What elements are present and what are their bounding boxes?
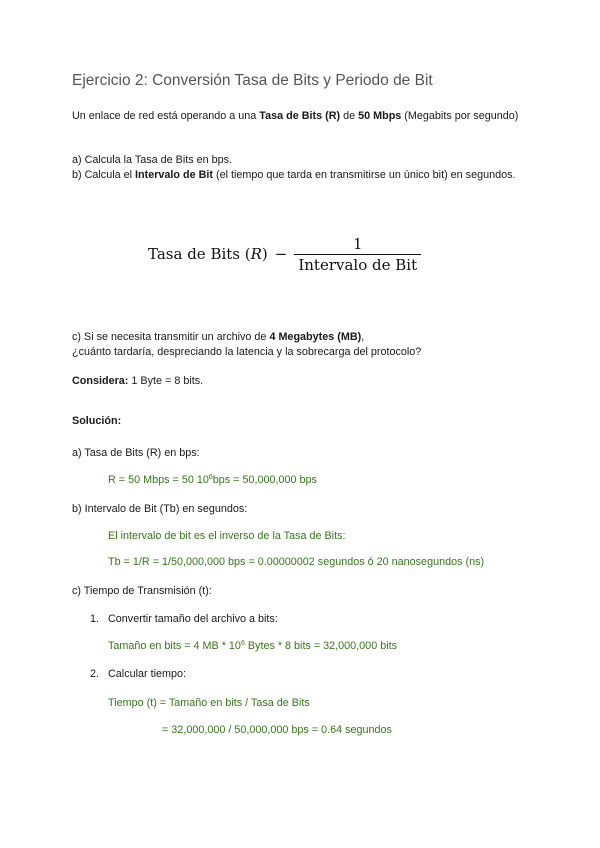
considera-note <box>72 374 532 389</box>
step-1-pre: Tamaño en bits = 4 MB * 10 <box>108 640 241 652</box>
formula-fraction <box>294 236 421 273</box>
question-c-line-2: ¿cuánto tardaría, despreciando la latencia y la sobrecarga del protocolo? <box>72 346 422 358</box>
solution-b-line-2: Tb = 1/R = 1/50,000,000 bps = 0.00000002 segundos ó 20 nanosegundos (ns) <box>108 556 485 568</box>
formula-operator: − <box>274 245 288 263</box>
considera-label: Considera: <box>72 375 129 387</box>
formula-lhs-close: ) <box>261 245 268 263</box>
formula-numerator: 1 <box>352 234 363 253</box>
question-c-bold: 4 Megabytes (MB) <box>269 331 362 343</box>
question-c-text-2: , <box>361 331 365 343</box>
question-a: a) Calcula la Tasa de Bits en bps. <box>72 154 233 166</box>
solution-a-heading: a) Tasa de Bits (R) en bps: <box>72 447 200 459</box>
solution-heading <box>72 414 532 429</box>
step-1-label: Convertir tamaño del archivo a bits: <box>108 613 278 625</box>
question-b <box>72 168 532 183</box>
solution-b-heading: b) Intervalo de Bit (Tb) en segundos: <box>72 503 248 515</box>
question-c <box>72 330 532 360</box>
intro-paragraph <box>72 109 532 124</box>
bit-rate-formula <box>148 232 448 276</box>
solution-a-pre: R = 50 Mbps = 50 10 <box>108 474 209 486</box>
intro-text-3: (Megabits por segundo) <box>401 110 519 122</box>
step-2-line-1: Tiempo (t) = Tamaño en bits / Tasa de Bits <box>108 697 310 709</box>
question-b-text-2: (el tiempo que tarda en transmitirse un único bit) en segundos. <box>213 169 516 181</box>
step-1-post: Bytes * 8 bits = 32,000,000 bits <box>244 640 397 652</box>
step-1-exponent: 6 <box>240 640 245 647</box>
solution-b-line-1: El intervalo de bit es el inverso de la Tasa de Bits: <box>108 530 346 542</box>
solution-a-exponent: 6 <box>208 474 213 481</box>
formula-variable: R <box>250 245 262 263</box>
question-b-text-1: b) Calcula el <box>72 169 136 181</box>
question-c-text-1: c) Si se necesita transmitir un archivo de <box>72 331 270 343</box>
formula-lhs <box>148 245 268 263</box>
intro-bold-rate: Tasa de Bits (R) <box>259 110 341 122</box>
formula-denominator: Intervalo de Bit <box>298 255 418 274</box>
step-2-line-2: = 32,000,000 / 50,000,000 bps = 0.64 segundos <box>162 724 392 736</box>
solution-a-post: bps = 50,000,000 bps <box>212 474 317 486</box>
formula-lhs-text: Tasa de Bits ( <box>148 245 251 263</box>
question-b-bold: Intervalo de Bit <box>135 169 214 181</box>
solution-heading-text: Solución: <box>72 415 122 427</box>
step-2-number: 2. <box>90 668 100 680</box>
solution-a-line <box>108 473 317 487</box>
intro-text-2: de <box>340 110 359 122</box>
intro-text-1: Un enlace de red está operando a una <box>72 110 260 122</box>
considera-text: 1 Byte = 8 bits. <box>128 375 204 387</box>
solution-c-heading: c) Tiempo de Transmisión (t): <box>72 585 212 597</box>
step-1-number: 1. <box>90 613 100 625</box>
page-title: Ejercicio 2: Conversión Tasa de Bits y Periodo de Bit <box>72 72 433 89</box>
step-1-line <box>108 639 397 653</box>
intro-bold-speed: 50 Mbps <box>358 110 402 122</box>
step-2-label: Calcular tiempo: <box>108 668 187 680</box>
